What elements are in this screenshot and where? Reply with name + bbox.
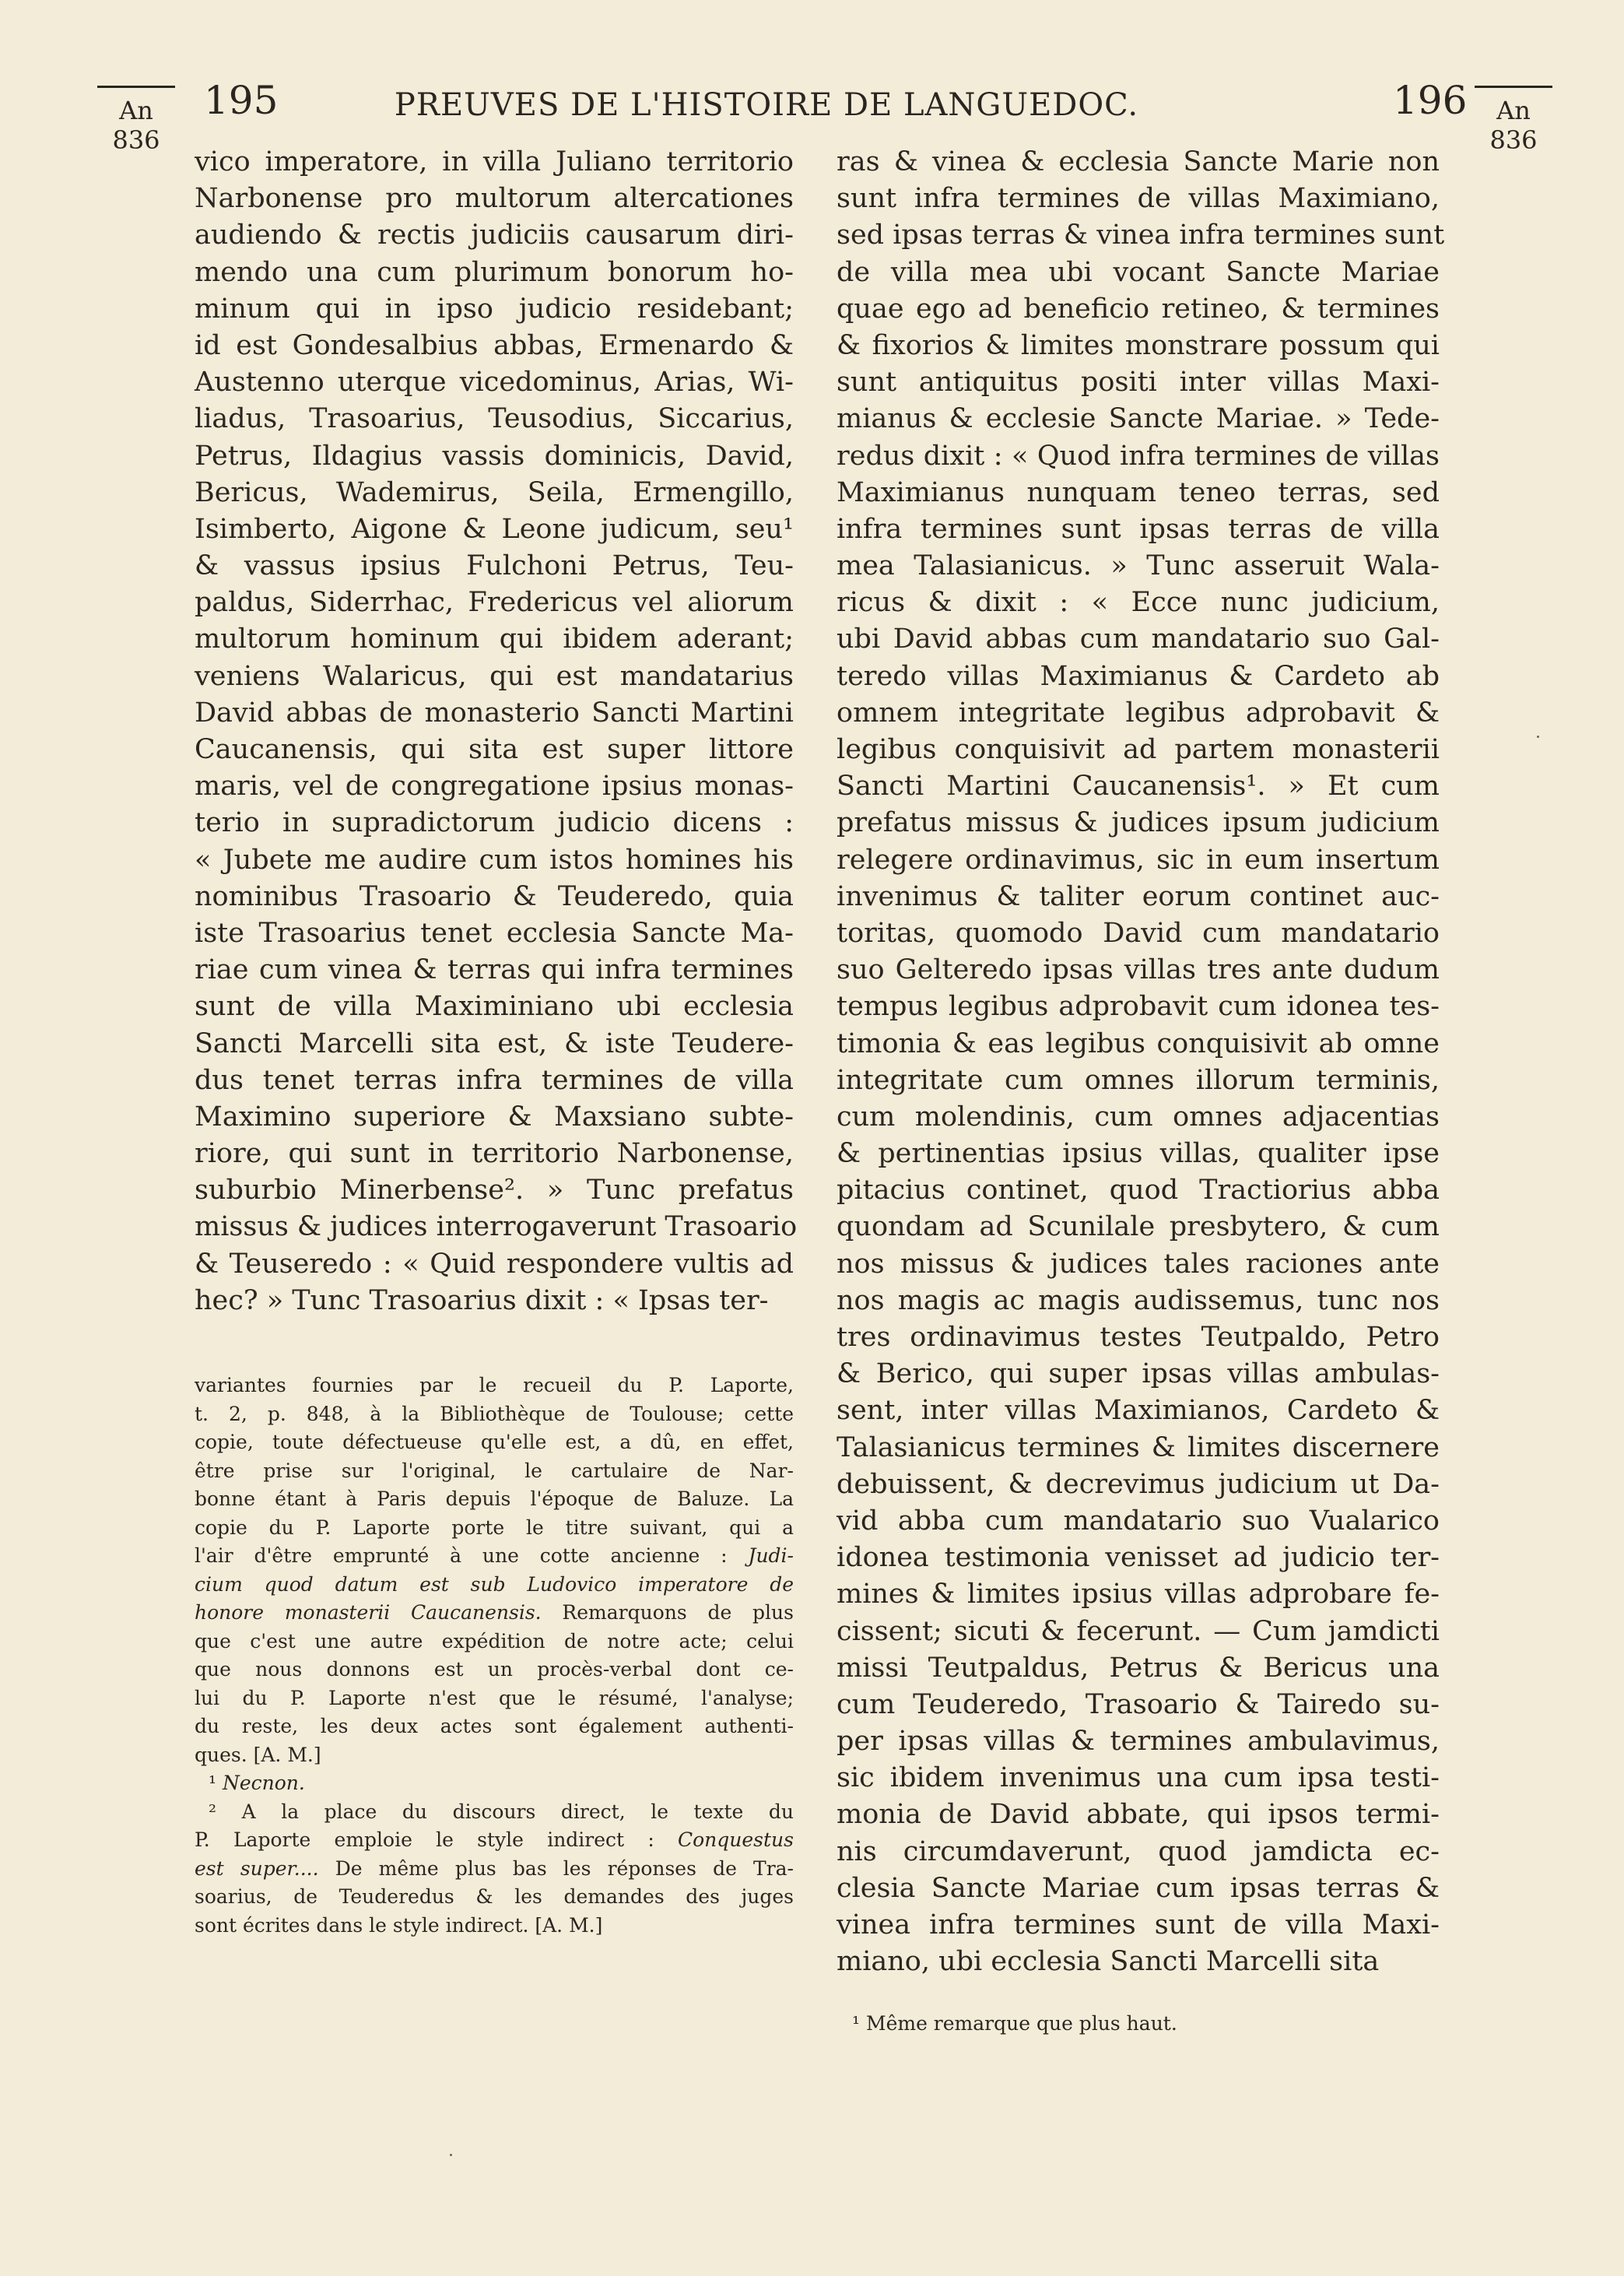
footnote-line: que c'est une autre expédition de notre acte; celui [195,1629,794,1653]
text-line: suburbio Minerbense². » Tunc prefatus [195,1175,794,1206]
text-line: nos magis ac magis audissemus, tunc nos [837,1284,1440,1316]
text-line: relegere ordinavimus, sic in eum insertum [837,844,1440,876]
margin-note-left [97,86,175,155]
text-line: David abbas de monasterio Sancti Martini [195,697,794,729]
text-line: quae ego ad beneficio retineo, & termines [837,293,1440,325]
right-column [837,144,1445,1980]
text-line: Sancti Martini Caucanensis¹. » Et cum [837,771,1440,803]
text-line: riae cum vinea & terras qui infra termines [195,954,794,986]
text-line: cum Teuderedo, Trasoario & Tairedo su- [837,1688,1440,1720]
footnote-continuation [195,1628,794,1770]
text-line: sunt antiquitus positi inter villas Maxi- [837,367,1440,399]
text-line: veniens Walaricus, qui est mandatarius [195,660,794,692]
text-line: tempus legibus adprobavit cum idonea tes- [837,991,1440,1023]
text-line: sed ipsas terras & vinea infra termines sunt [837,220,1445,251]
footnote-2: ² A la place du discours direct, le texte du [209,1800,794,1823]
paper-speck [1537,736,1539,738]
footnote-line: lui du P. Laporte n'est que le résumé, l'analyse; [195,1686,794,1709]
text-line: liadus, Trasoarius, Teusodius, Siccarius, [195,403,794,435]
text-line: & Berico, qui super ipsas villas ambulas- [837,1358,1440,1390]
text-line: Caucanensis, qui sita est super littore [195,734,794,765]
text-line: ubi David abbas cum mandatario suo Gal- [837,623,1440,655]
footnote-line: ques. [A. M.] [195,1743,321,1766]
text-line: Sancti Marcelli sita est, & iste Teudere- [195,1027,794,1059]
text-line: idonea testimonia venisset ad judicio ter- [837,1542,1440,1574]
text-line: legibus conquisivit ad partem monasterii [837,734,1440,765]
text-line: multorum hominum qui ibidem aderant; [195,623,794,655]
footnote-line: P. Laporte emploie le style indirect : Conquestus [195,1828,794,1851]
margin-note-right [1475,86,1552,155]
footnote-line: honore monasterii Caucanensis. Remarquons de plus [195,1601,794,1624]
paper-speck [450,2154,452,2156]
footnote-1: ¹ Necnon. [209,1772,305,1794]
text-line: mendo una cum plurimum bonorum ho- [195,256,794,288]
text-line: « Jubete me audire cum istos homines his [195,844,794,876]
text-line: teredo villas Maximianus & Cardeto ab [837,660,1440,692]
left-column [195,144,798,1319]
text-line: timonia & eas legibus conquisivit ab omne [837,1027,1440,1059]
text-line: missus & judices interrogaverunt Trasoario [195,1211,798,1243]
margin-an: An [119,96,153,125]
text-line: mines & limites ipsius villas adprobare fe- [837,1579,1440,1610]
footnotes-left [195,1372,794,1940]
text-line: Maximianus nunquam teneo terras, sed [837,476,1440,508]
text-line: Petrus, Ildagius vassis dominicis, David, [195,440,794,472]
text-line: nos missus & judices tales raciones ante [837,1248,1440,1280]
text-line: vid abba cum mandatario suo Vualarico [837,1505,1440,1537]
text-line: redus dixit : « Quod infra termines de villas [837,440,1440,472]
text-line: vico imperatore, in villa Juliano territorio [195,146,794,177]
margin-year: 836 [112,125,160,155]
text-line: terio in supradictorum judicio dicens : [195,807,794,839]
text-line: invenimus & taliter eorum continet auc- [837,880,1440,912]
text-line: integritate cum omnes illorum terminis, [837,1064,1440,1096]
text-line: & vassus ipsius Fulchoni Petrus, Teu- [195,550,794,582]
margin-rule [1475,86,1552,88]
text-line: Talasianicus termines & limites discernere [837,1431,1440,1463]
running-title: PREUVES DE L'HISTOIRE DE LANGUEDOC. [394,87,1139,123]
text-line: tres ordinavimus testes Teutpaldo, Petro [837,1322,1440,1353]
footnote-line: que nous donnons est un procès-verbal dont ce- [195,1658,794,1681]
text-line: nominibus Trasoario & Teuderedo, quia [195,880,794,912]
margin-an: An [1496,96,1531,125]
text-line: nis circumdaverunt, quod jamdicta ec- [837,1835,1440,1867]
text-line: debuissent, & decrevimus judicium ut Da- [837,1468,1440,1500]
text-line: sunt de villa Maximiniano ubi ecclesia [195,991,794,1023]
text-line: & fixorios & limites monstrare possum qui [837,329,1440,361]
text-line: Austenno uterque vicedominus, Arias, Wi- [195,367,794,399]
text-line: prefatus missus & judices ipsum judicium [837,807,1440,839]
text-line: iste Trasoarius tenet ecclesia Sancte Ma- [195,917,794,949]
text-line: ricus & dixit : « Ecce nunc judicium, [837,587,1440,619]
text-line: clesia Sancte Mariae cum ipsas terras & [837,1872,1440,1904]
text-line: Bericus, Wademirus, Seila, Ermengillo, [195,476,794,508]
text-line: sunt infra termines de villas Maximiano, [837,183,1440,215]
footnote-line: t. 2, p. 848, à la Bibliothèque de Toulouse; cette [195,1402,794,1425]
margin-rule [97,86,175,88]
text-line: pitacius continet, quod Tractiorius abba [837,1175,1440,1206]
footnote-line: ¹ Même remarque que plus haut. [852,2012,1177,2035]
text-line: miano, ubi ecclesia Sancti Marcelli sita [837,1946,1380,1978]
footnote-continuation [195,1372,794,1542]
text-line: dus tenet terras infra termines de villa [195,1064,794,1096]
text-line: Maximino superiore & Maxsiano subte- [195,1101,794,1133]
footnotes-right [852,2010,1397,2039]
footnote-line: être prise sur l'original, le cartulaire de Nar- [195,1459,794,1482]
footnote-line: soarius, de Teuderedus & les demandes des juges [195,1885,794,1908]
text-line: monia de David abbate, qui ipsos termi- [837,1799,1440,1831]
footnote-continuation [195,1883,794,1940]
footnote-line: cium quod datum est sub Ludovico imperatore de [195,1572,794,1596]
footnote-line: variantes fournies par le recueil du P. Laporte, [195,1374,794,1396]
text-line: omnem integritate legibus adprobavit & [837,697,1440,729]
text-line: vinea infra termines sunt de villa Maxi- [837,1909,1440,1941]
text-line: & pertinentias ipsius villas, qualiter ipse [837,1138,1440,1170]
footnote-line: l'air d'être emprunté à une cotte ancienne : Judi- [195,1544,794,1567]
footnote-line: est super.... De même plus bas les réponses de Tra- [195,1856,794,1880]
text-line: ras & vinea & ecclesia Sancte Marie non [837,146,1440,177]
text-line: paldus, Siderrhac, Fredericus vel aliorum [195,587,794,619]
text-line: mea Talasianicus. » Tunc asseruit Wala- [837,550,1440,582]
text-line: hec? » Tunc Trasoarius dixit : « Ipsas ter- [195,1284,769,1316]
text-line: audiendo & rectis judiciis causarum diri- [195,220,794,251]
text-line: sic ibidem invenimus una cum ipsa testi- [837,1762,1440,1794]
text-line: riore, qui sunt in territorio Narbonense, [195,1138,794,1170]
text-line: cum molendinis, cum omnes adjacentias [837,1101,1440,1133]
text-line: maris, vel de congregatione ipsius monas- [195,771,794,803]
footnote-line: sont écrites dans le style indirect. [A. M.] [195,1913,603,1937]
margin-year: 836 [1489,125,1538,155]
text-line: per ipsas villas & termines ambulavimus, [837,1726,1440,1758]
text-line: infra termines sunt ipsas terras de villa [837,513,1440,545]
footnote-line: copie du P. Laporte porte le titre suivant, qui a [195,1516,794,1539]
text-line: toritas, quomodo David cum mandatario [837,917,1440,949]
text-line: & Teuseredo : « Quid respondere vultis ad [195,1248,794,1280]
page-number-left: 195 [204,78,279,123]
footnote-line: du reste, les deux actes sont également authenti- [195,1715,794,1737]
text-line: quondam ad Scunilale presbytero, & cum [837,1211,1440,1243]
text-line: missi Teutpaldus, Petrus & Bericus una [837,1652,1440,1684]
text-line: id est Gondesalbius abbas, Ermenardo & [195,329,794,361]
text-line: suo Gelteredo ipsas villas tres ante dudum [837,954,1440,986]
footnote-line: bonne étant à Paris depuis l'époque de Baluze. La [195,1487,794,1510]
page-number-right: 196 [1393,78,1468,123]
text-line: minum qui in ipso judicio residebant; [195,293,794,325]
text-line: de villa mea ubi vocant Sancte Mariae [837,256,1440,288]
text-line: cissent; sicuti & fecerunt. — Cum jamdicti [837,1615,1440,1647]
text-line: sent, inter villas Maximianos, Cardeto & [837,1395,1440,1427]
text-line: Narbonense pro multorum altercationes [195,183,794,215]
footnote-line: copie, toute défectueuse qu'elle est, a dû, en effet, [195,1431,794,1453]
text-line: Isimberto, Aigone & Leone judicum, seu¹ [195,513,794,545]
text-line: mianus & ecclesie Sancte Mariae. » Tede- [837,403,1440,435]
